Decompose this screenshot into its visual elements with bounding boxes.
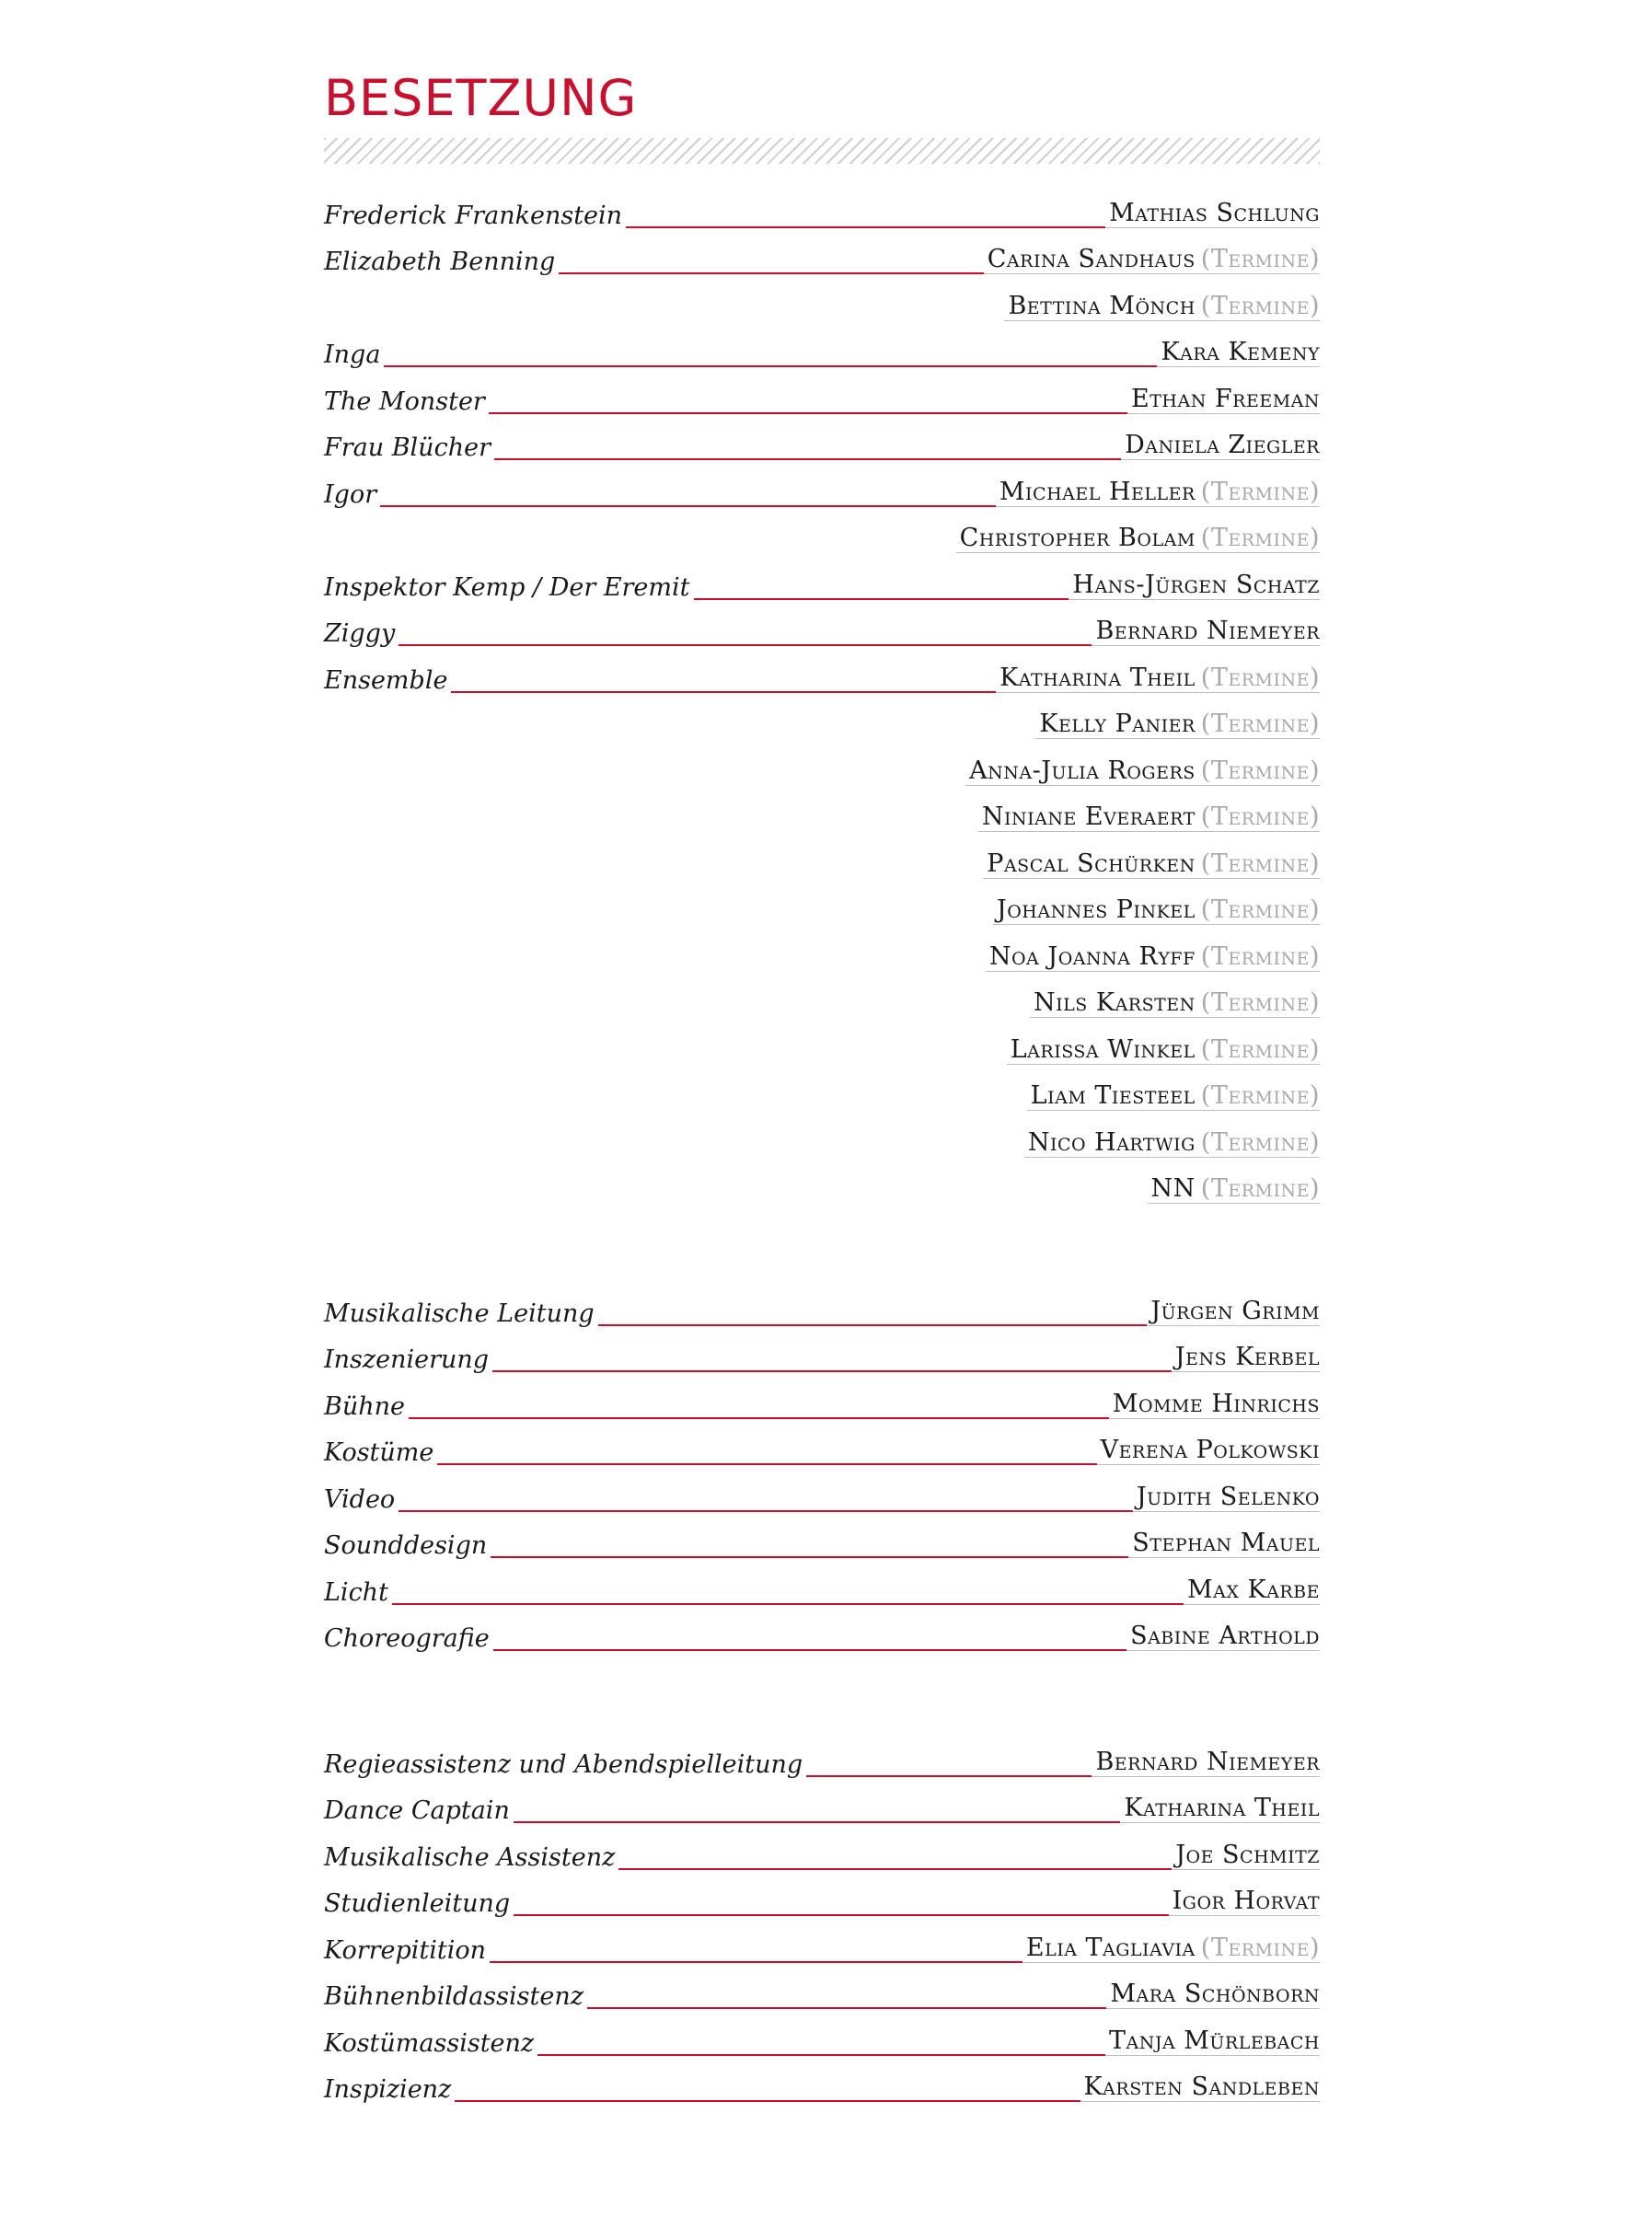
termine-link[interactable]: (Termine) — [1200, 1034, 1320, 1064]
leader-line — [489, 412, 1127, 414]
person-name[interactable]: Stephan Mauel — [1132, 1529, 1320, 1557]
credit-row — [324, 189, 1320, 236]
person-daniela-ziegler[interactable] — [1121, 433, 1320, 460]
person-bernard-niemeyer[interactable] — [1092, 1749, 1320, 1777]
role-label: Inspizienz — [324, 2075, 452, 2104]
person-name[interactable]: Larissa Winkel — [1010, 1034, 1196, 1064]
termine-link[interactable]: (Termine) — [1200, 802, 1320, 831]
person-name[interactable]: Hans-Jürgen Schatz — [1072, 570, 1320, 599]
role-label: Inspektor Kemp / Der Eremit — [324, 572, 690, 602]
credit-row — [324, 746, 1320, 793]
role-label: Studienleitung — [324, 1889, 511, 1918]
credit-row — [324, 1380, 1320, 1426]
person-momme-hinrichs[interactable] — [1109, 1391, 1320, 1419]
credit-row — [324, 793, 1320, 840]
role-label: Ensemble — [324, 665, 448, 695]
person-christopher-bolam[interactable] — [956, 525, 1320, 553]
person-nils-karsten[interactable] — [1030, 990, 1320, 1018]
person-mathias-schlung[interactable] — [1105, 198, 1320, 228]
person-karsten-sandleben[interactable] — [1080, 2074, 1320, 2102]
leader-line — [451, 691, 996, 693]
person-name[interactable]: Sabine Arthold — [1130, 1622, 1320, 1650]
credit-row — [324, 1519, 1320, 1566]
credit-row — [324, 421, 1320, 468]
person-name[interactable]: NN — [1150, 1174, 1196, 1203]
person-nn[interactable] — [1148, 1176, 1320, 1204]
person-jurgen-grimm[interactable] — [1147, 1296, 1320, 1326]
person-name[interactable]: Daniela Ziegler — [1125, 431, 1320, 459]
credit-row — [324, 1334, 1320, 1380]
role-label: Frederick Frankenstein — [324, 201, 623, 230]
leader-line — [598, 1324, 1148, 1326]
leader-line — [490, 1961, 1022, 1963]
person-name[interactable]: Nico Hartwig — [1027, 1127, 1196, 1157]
role-label: Musikalische Assistenz — [324, 1842, 616, 1872]
credit-row — [324, 1612, 1320, 1659]
leader-line — [491, 1556, 1128, 1558]
person-name[interactable]: Joe Schmitz — [1175, 1840, 1320, 1869]
role-label: Video — [324, 1484, 396, 1514]
role-label: Igor — [324, 479, 377, 509]
leader-line — [537, 2054, 1105, 2056]
role-label: Kostüme — [324, 1438, 434, 1467]
credit-row — [324, 1025, 1320, 1072]
credit-row — [324, 1426, 1320, 1473]
person-name[interactable]: Tanja Mürlebach — [1108, 2026, 1320, 2055]
termine-link[interactable]: (Termine) — [1200, 291, 1320, 320]
person-noa-joanna-ryff[interactable] — [986, 941, 1320, 972]
credit-row — [324, 1970, 1320, 2017]
termine-link[interactable]: (Termine) — [1200, 849, 1320, 878]
credit-row — [324, 1287, 1320, 1334]
credit-row — [324, 1784, 1320, 1831]
person-mara-schonborn[interactable] — [1106, 1981, 1320, 2009]
person-joe-schmitz[interactable] — [1172, 1842, 1320, 1870]
role-label: Elizabeth Benning — [324, 248, 556, 276]
termine-link[interactable]: (Termine) — [1200, 1933, 1320, 1962]
cast-list — [324, 189, 1320, 1211]
person-name[interactable]: Liam Tiesteel — [1030, 1081, 1196, 1110]
person-name[interactable]: Anna-Julia Rogers — [969, 756, 1196, 785]
person-name[interactable]: Kelly Panier — [1039, 710, 1196, 738]
person-name[interactable]: Katharina Theil — [999, 663, 1196, 692]
person-hans-jurgen-schatz[interactable] — [1069, 572, 1320, 600]
person-name[interactable]: Judith Selenko — [1136, 1482, 1320, 1511]
termine-link[interactable]: (Termine) — [1200, 941, 1320, 971]
person-name[interactable]: Jürgen Grimm — [1150, 1296, 1320, 1325]
person-larissa-winkel[interactable] — [1007, 1034, 1320, 1065]
leader-line — [384, 365, 1157, 367]
person-stephan-mauel[interactable] — [1128, 1530, 1320, 1558]
person-niniane-everaert[interactable] — [978, 804, 1320, 832]
leader-line — [514, 1821, 1121, 1823]
person-name[interactable]: Max Karbe — [1186, 1575, 1320, 1604]
credit-row — [324, 1565, 1320, 1612]
credit-row — [324, 607, 1320, 654]
person-name[interactable]: Johannes Pinkel — [996, 895, 1196, 924]
person-liam-tiesteel[interactable] — [1027, 1083, 1320, 1111]
person-nico-hartwig[interactable] — [1024, 1127, 1320, 1158]
title-hatch-divider — [324, 138, 1320, 164]
credit-row — [324, 1165, 1320, 1212]
person-katharina-theil[interactable] — [996, 665, 1320, 693]
person-name[interactable]: Mathias Schlung — [1109, 198, 1320, 227]
termine-link[interactable]: (Termine) — [1200, 245, 1320, 273]
role-label: Bühne — [324, 1391, 405, 1421]
leader-line — [455, 2100, 1080, 2102]
termine-link[interactable]: (Termine) — [1200, 477, 1320, 506]
role-label: Korrepitition — [324, 1935, 487, 1965]
role-label: Licht — [324, 1577, 388, 1607]
credit-row — [324, 1738, 1320, 1784]
leader-line — [494, 458, 1121, 460]
person-name[interactable]: Michael Heller — [999, 477, 1196, 506]
person-name[interactable]: Katharina Theil — [1124, 1794, 1320, 1822]
leader-line — [399, 1510, 1133, 1512]
credit-row — [324, 1118, 1320, 1165]
person-name[interactable]: Elia Tagliavia — [1025, 1933, 1196, 1962]
person-name[interactable]: Mara Schönborn — [1110, 1980, 1320, 2008]
role-label: Musikalische Leitung — [324, 1299, 595, 1328]
credit-row — [324, 236, 1320, 283]
leader-line — [409, 1417, 1109, 1419]
person-name[interactable]: Bernard Niemeyer — [1095, 617, 1320, 645]
credit-row — [324, 1072, 1320, 1119]
credit-row — [324, 375, 1320, 421]
termine-link[interactable]: (Termine) — [1200, 1081, 1320, 1110]
leader-line — [694, 598, 1069, 600]
person-judith-selenko[interactable] — [1133, 1484, 1320, 1512]
termine-link[interactable]: (Termine) — [1200, 663, 1320, 692]
termine-link[interactable]: (Termine) — [1200, 895, 1320, 924]
role-label: Bühnenbildassistenz — [324, 1982, 583, 2011]
person-bettina-monch[interactable] — [1004, 291, 1320, 321]
credit-row — [324, 468, 1320, 514]
person-name[interactable]: Christopher Bolam — [959, 524, 1196, 552]
role-label: Inszenierung — [324, 1345, 490, 1374]
credit-row — [324, 700, 1320, 747]
leader-line — [493, 1649, 1126, 1651]
termine-link[interactable]: (Termine) — [1200, 710, 1320, 738]
person-pascal-schurken[interactable] — [983, 851, 1320, 879]
person-max-karbe[interactable] — [1184, 1577, 1320, 1605]
credit-row — [324, 2063, 1320, 2110]
person-kelly-panier[interactable] — [1035, 711, 1320, 739]
credit-row — [324, 1472, 1320, 1519]
role-label: Inga — [324, 341, 381, 369]
person-name[interactable]: Bernard Niemeyer — [1095, 1747, 1320, 1776]
person-elia-tagliavia[interactable] — [1022, 1935, 1320, 1963]
leader-line — [492, 1370, 1172, 1372]
termine-link[interactable]: (Termine) — [1200, 1174, 1320, 1203]
leader-line — [392, 1603, 1184, 1605]
person-name[interactable]: Verena Polkowski — [1100, 1436, 1320, 1464]
termine-link[interactable]: (Termine) — [1200, 988, 1320, 1017]
person-katharina-theil[interactable] — [1120, 1795, 1320, 1823]
person-name[interactable]: Niniane Everaert — [981, 802, 1196, 831]
person-name[interactable]: Nils Karsten — [1034, 988, 1196, 1017]
role-label: Choreografie — [324, 1624, 490, 1653]
leader-line — [514, 1914, 1168, 1916]
role-label: Frau Blücher — [324, 433, 491, 462]
person-name[interactable]: Pascal Schürken — [987, 849, 1196, 878]
person-jens-kerbel[interactable] — [1172, 1345, 1320, 1372]
person-igor-horvat[interactable] — [1169, 1888, 1320, 1916]
person-verena-polkowski[interactable] — [1097, 1438, 1320, 1465]
credit-row — [324, 282, 1320, 329]
person-tanja-murlebach[interactable] — [1105, 2028, 1320, 2056]
person-name[interactable]: Karsten Sandleben — [1083, 2073, 1320, 2101]
person-anna-julia-rogers[interactable] — [965, 758, 1320, 786]
termine-link[interactable]: (Termine) — [1200, 756, 1320, 785]
leader-line — [399, 644, 1092, 646]
credit-row — [324, 560, 1320, 607]
credit-row — [324, 1877, 1320, 1924]
creative-team-list — [324, 1287, 1320, 1658]
person-name[interactable]: Kara Kemeny — [1161, 338, 1320, 366]
person-michael-heller[interactable] — [996, 479, 1320, 507]
person-sabine-arthold[interactable] — [1126, 1623, 1320, 1651]
credit-row — [324, 2016, 1320, 2063]
role-label: Dance Captain — [324, 1796, 510, 1825]
leader-line — [437, 1463, 1096, 1465]
credit-row — [324, 886, 1320, 933]
credit-row — [324, 329, 1320, 375]
credit-row — [324, 1923, 1320, 1970]
person-name[interactable]: Noa Joanna Ryff — [988, 941, 1196, 971]
person-ethan-freeman[interactable] — [1127, 384, 1320, 414]
leader-line — [806, 1775, 1092, 1777]
role-label: Kostümassistenz — [324, 2028, 535, 2058]
page-title: BESETZUNG — [324, 69, 638, 127]
credit-row — [324, 1830, 1320, 1877]
person-name[interactable]: Ethan Freeman — [1131, 384, 1320, 413]
person-name[interactable]: Bettina Mönch — [1008, 291, 1196, 320]
person-kara-kemeny[interactable] — [1157, 340, 1320, 367]
leader-line — [626, 226, 1105, 228]
role-label: The Monster — [324, 387, 485, 416]
leader-line — [380, 505, 996, 507]
leader-line — [559, 272, 983, 274]
role-label: Regieassistenz und Abendspielleitung — [324, 1749, 803, 1779]
person-bernard-niemeyer[interactable] — [1092, 618, 1320, 646]
credit-row — [324, 653, 1320, 700]
person-name[interactable]: Momme Hinrichs — [1112, 1389, 1320, 1418]
role-label: Sounddesign — [324, 1531, 488, 1560]
termine-link[interactable]: (Termine) — [1200, 1127, 1320, 1157]
credit-row — [324, 932, 1320, 979]
termine-link[interactable]: (Termine) — [1200, 524, 1320, 552]
person-name[interactable]: Igor Horvat — [1172, 1887, 1320, 1915]
leader-line — [618, 1868, 1172, 1870]
assistants-list — [324, 1738, 1320, 2109]
credit-row — [324, 514, 1320, 561]
leader-line — [587, 2007, 1106, 2009]
person-name[interactable]: Jens Kerbel — [1174, 1343, 1320, 1371]
person-name[interactable]: Carina Sandhaus — [987, 245, 1196, 273]
person-carina-sandhaus[interactable] — [984, 247, 1320, 274]
role-label: Ziggy — [324, 619, 396, 648]
credit-row — [324, 979, 1320, 1026]
person-johannes-pinkel[interactable] — [993, 897, 1320, 925]
credit-row — [324, 839, 1320, 886]
